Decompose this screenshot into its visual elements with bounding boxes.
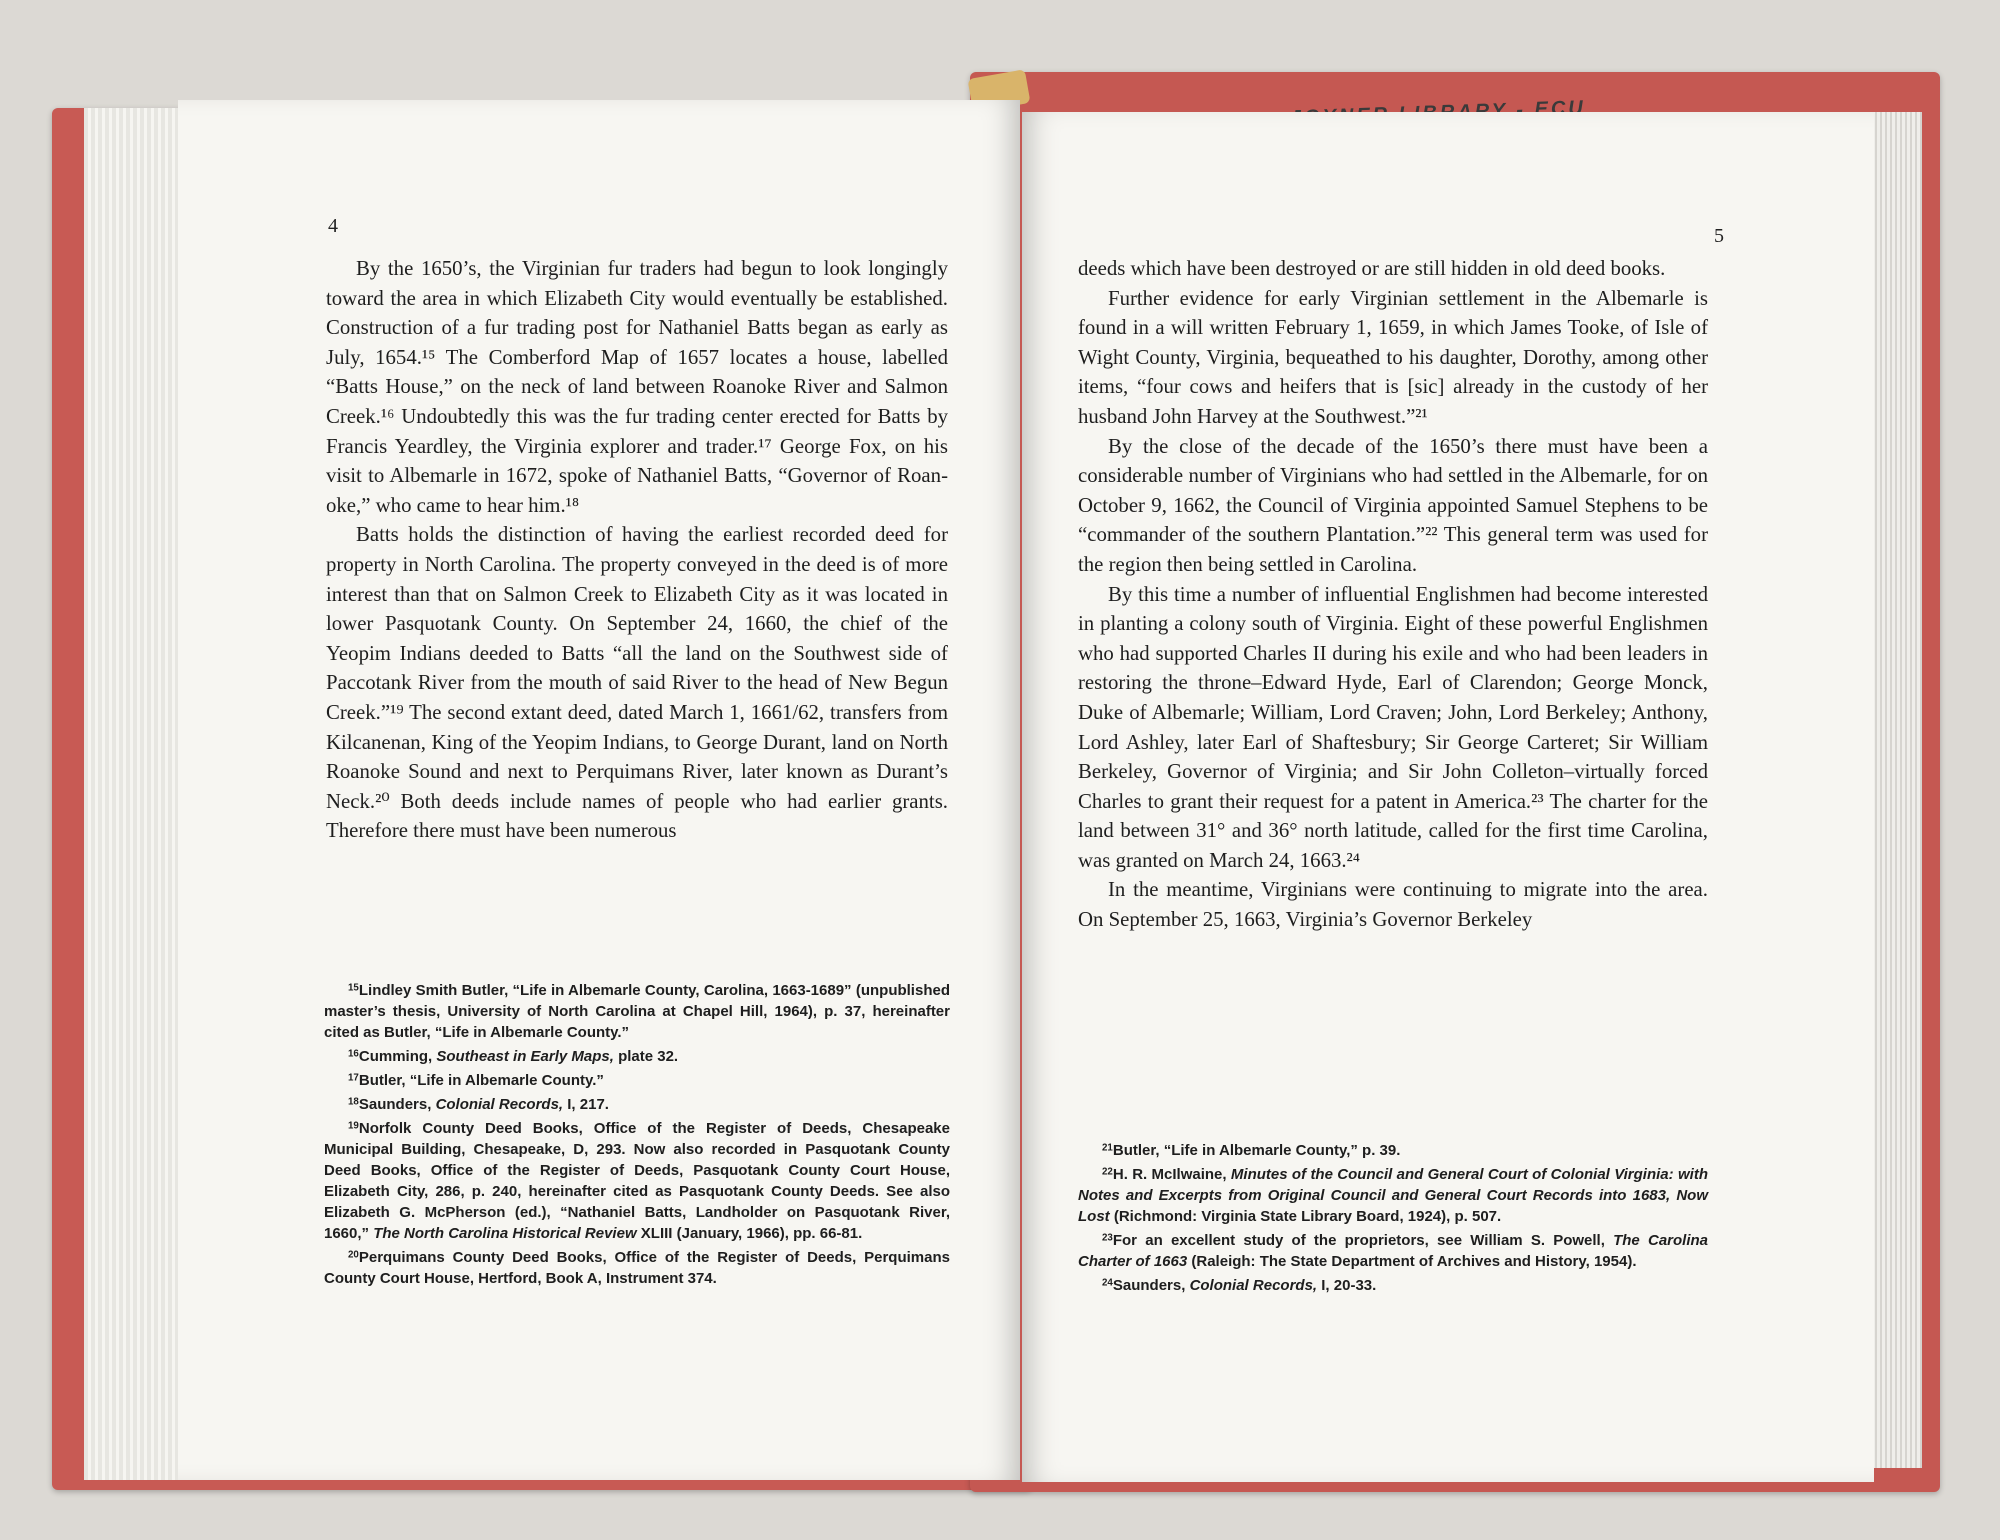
paragraph: By the 1650’s, the Virginian fur traders had begun to look longingly toward the area in which Elizabeth City would eventually be established. Construction of a fur trading post for Nathaniel Batts began as early as July, 1654.¹⁵ The Comberford Map of 1657 locates a house, labelled “Batts House,” on the neck of land between Roanoke River and Salmon Creek.¹⁶ Undoubtedly this was the fur trading center erected for Batts by Francis Yeardley, the Virginia explorer and trader.¹⁷ George Fox, on his visit to Albemarle in 1672, spoke of Nathaniel Batts, “Governor of Roan-oke,” who came to hear him.¹⁸ [326,257,948,517]
paragraph: Batts holds the distinction of having the earliest recorded deed for property in North Carolina. The property conveyed in the deed is of more interest than that on Salmon Creek to Elizabeth City as it was located in lower Pasquotank County. On September 24, 1660, the chief of the Yeopim Indians deeded to Batts “all the land on the Southwest side of Paccotank River from the mouth of said River to the head of New Begun Creek.”¹⁹ The second extant deed, dated March 1, 1661/62, transfers from Kilcanenan, King of the Yeopim Indians, to George Durant, land on North Roanoke Sound and next to Perquimans River, later known as Durant’s Neck.²⁰ Both deeds include names of people who had earlier grants. Therefore there must have been numerous [326,523,948,843]
body-text [1078,254,1708,935]
footnote: $^{21}$Butler, “Life in Albemarle County,” p. 39. [1102,1142,1401,1159]
footnote: $^{19}$Norfolk County Deed Books, Office of the Register of Deeds, Chesapeake Municipal Building, Chesapeake, D, 293. Now also recorded in Pasquotank County Deed Books, Office of the Register of Deeds, Pasquotank County Court House, Elizabeth City, 286, p. 240, hereinafter cited as Pasquotank County Deeds. See also Elizabeth G. McPherson (ed.), “Nathaniel Batts, Landholder on Pasquotank River, 1660,” The North Carolina Historical Review XLIII (January, 1966), pp. 66-81. [324,1120,950,1242]
right-page [1022,112,1874,1482]
footnote: $^{17}$Butler, “Life in Albemarle County.” [348,1072,604,1089]
page-edges-right [1872,112,1922,1468]
footnote: $^{20}$Perquimans County Deed Books, Office of the Register of Deeds, Perquimans County Court House, Hertford, Book A, Instrument 374. [324,1249,950,1287]
footnote: $^{16}$Cumming, Southeast in Early Maps, plate 32. [348,1048,679,1065]
footnotes [324,980,950,1292]
footnote: $^{24}$Saunders, Colonial Records, I, 20-33. [1102,1277,1377,1294]
page-edges-left [84,108,184,1480]
footnote: $^{23}$For an excellent study of the proprietors, see William S. Powell, The Carolina Charter of 1663 (Raleigh: The State Department of Archives and History, 1954). [1078,1232,1708,1270]
footnote: $^{22}$H. R. McIlwaine, Minutes of the Council and General Court of Colonial Virginia: with Notes and Excerpts from Original Council and General Court Records into 1683, Now Lost (Richmond: Virginia State Library Board, 1924), p. 507. [1078,1166,1708,1225]
footnote: $^{18}$Saunders, Colonial Records, I, 217. [348,1096,609,1113]
paragraph: deeds which have been destroyed or are still hidden in old deed books. [1078,257,1666,280]
paragraph: By the close of the decade of the 1650’s there must have been a considerable number of Virginians who had settled in the Albemarle, for on October 9, 1662, the Council of Virginia appointed Samuel Stephens to be “commander of the southern Plantation.”²² This general term was used for the region then being settled in Carolina. [1078,434,1708,576]
page-number: 5 [1714,225,1724,247]
paragraph: By this time a number of influential Englishmen had become interested in planting a colony south of Virginia. Eight of these powerful Englishmen who had supported Charles II during his exile and who had been leaders in restoring the throne–Edward Hyde, Earl of Clarendon; George Monck, Duke of Albemarle; William, Lord Craven; John, Lord Berkeley; Anthony, Lord Ashley, later Earl of Shaftesbury; Sir George Carteret; Sir William Berkeley, Governor of Virginia; and Sir John Colleton–virtually forced Charles to grant their request for a patent in America.²³ The charter for the land between 31° and 36° north latitude, called for the first time Carolina, was granted on March 24, 1663.²⁴ [1078,582,1708,872]
footnotes [1078,1140,1708,1299]
body-text [326,254,948,846]
footnote: $^{15}$Lindley Smith Butler, “Life in Albemarle County, Carolina, 1663-1689” (unpublished master’s thesis, University of North Carolina at Chapel Hill, 1964), p. 37, hereinafter cited as Butler, “Life in Albemarle County.” [324,982,950,1041]
paragraph: Further evidence for early Virginian settlement in the Albemarle is found in a will written February 1, 1659, in which James Tooke, of Isle of Wight County, Virginia, bequeathed to his daughter, Dorothy, among other items, “four cows and heifers that is [sic] already in the custody of her husband John Harvey at the Southwest.”²¹ [1078,286,1708,428]
paragraph: In the meantime, Virginians were continuing to migrate into the area. On September 25, 1663, Virginia’s Governor Berkeley [1078,878,1708,932]
left-page [178,100,1020,1480]
page-number: 4 [328,215,338,237]
